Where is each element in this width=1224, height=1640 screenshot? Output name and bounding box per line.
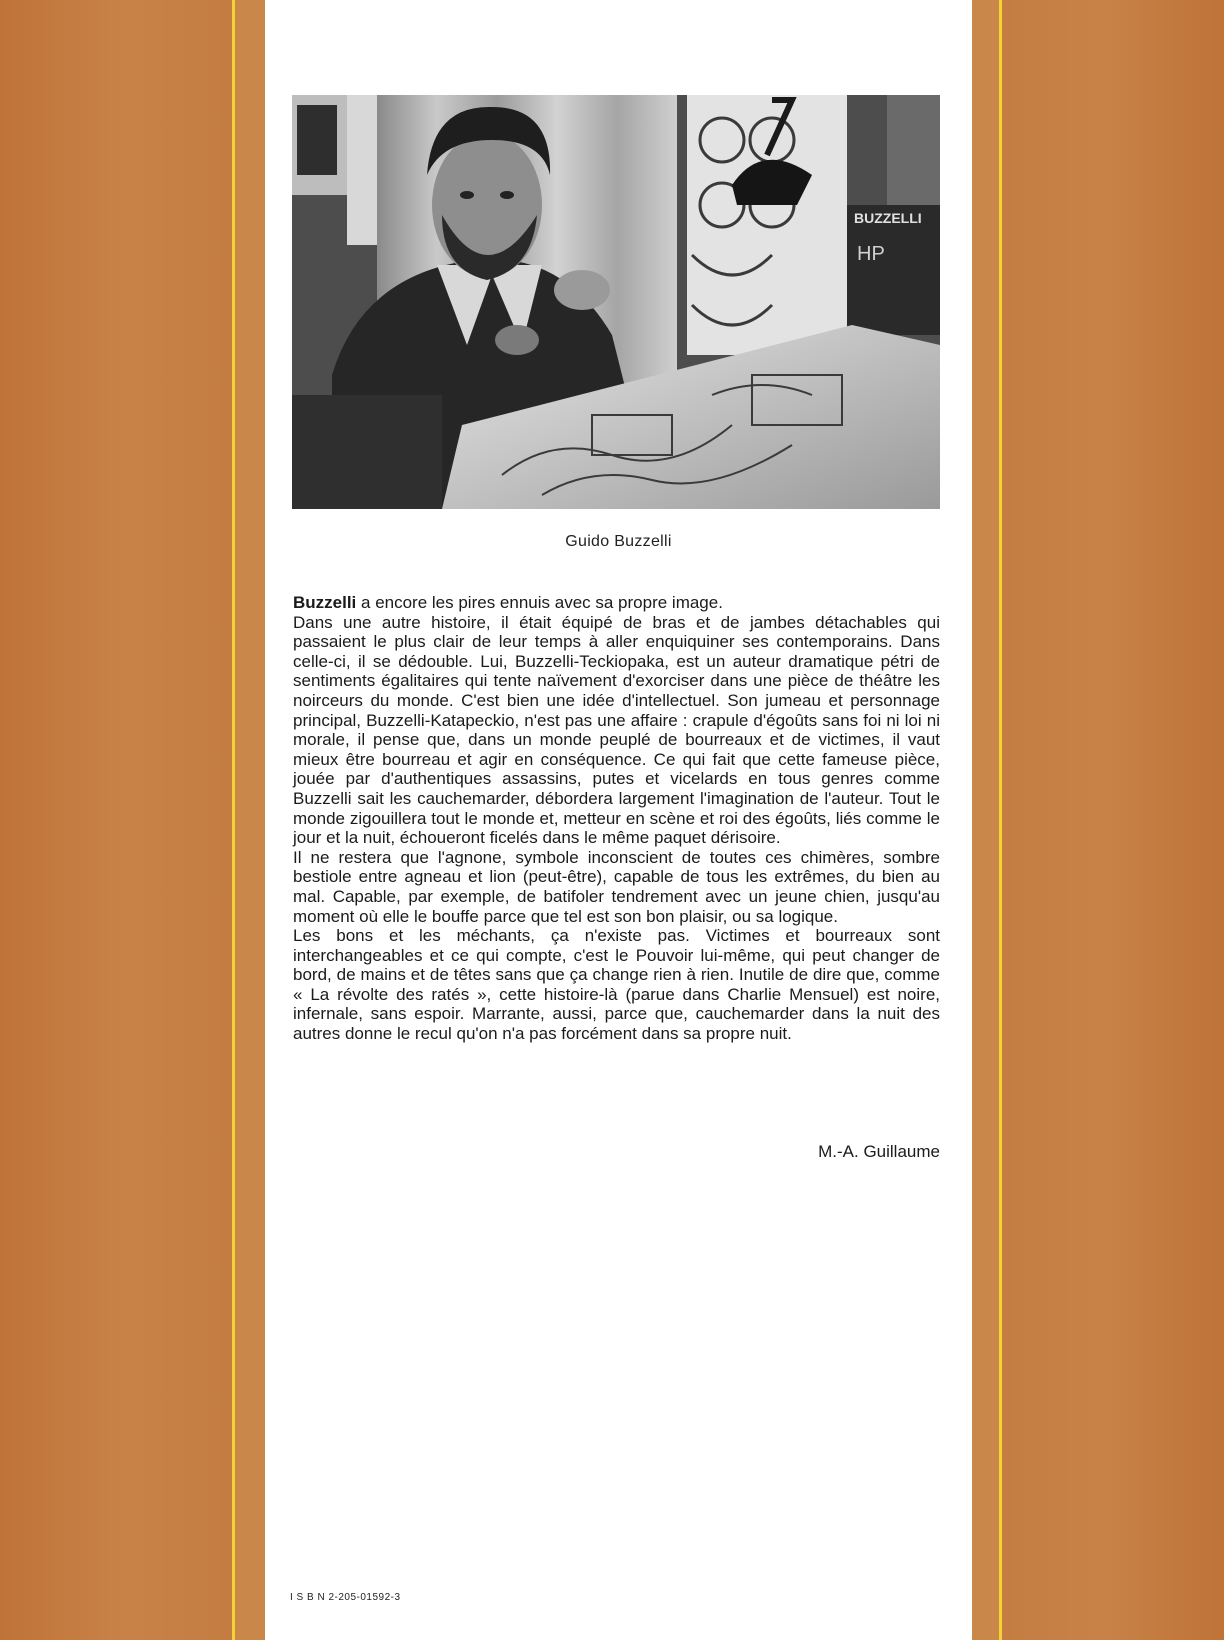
isbn-number: I S B N 2-205-01592-3 — [290, 1592, 401, 1603]
author-photo — [292, 95, 940, 509]
poster-title: BUZZELLI — [854, 210, 922, 226]
article-author: M.-A. Guillaume — [818, 1142, 940, 1161]
back-cover-panel — [265, 0, 972, 1640]
poster-subtitle: HP — [857, 243, 885, 265]
left-inner-band — [235, 0, 265, 1640]
article-lead-name: Buzzelli — [293, 593, 357, 612]
article-paragraph-2: Il ne restera que l'agnone, symbole inconscient de toutes ces chimères, sombre bestiole entre agneau et lion (peut-être), capable de tous les extrêmes, du bien au mal. Capable, par exemple, de batifoler tendrement avec un jeune chien, jusqu'au moment où elle le bouffe parce que tel est son bon plaisir, ou sa logique. — [293, 847, 940, 926]
article-paragraph-3: Les bons et les méchants, ça n'existe pas. Victimes et bourreaux sont interchangeables et ce qui compte, c'est le Pouvoir lui-même, qui peut changer de bord, de mains et de têtes sans que ça change rien à rien. Inutile de dire que, comme « La révolte des ratés », cette histoire-là (parue dans Charlie Mensuel) est noire, infernale, sans espoir. Marrante, aussi, parce que, cauchemarder dans la nuit des autres donne le recul qu'on n'a pas forcément dans sa propre nuit. — [293, 926, 940, 1044]
article-lead-rest: a encore les pires ennuis avec sa propre image. — [356, 593, 723, 612]
right-inner-band — [972, 0, 999, 1640]
left-cover-band — [0, 0, 232, 1640]
article-paragraph-1: Dans une autre histoire, il était équipé de bras et de jambes détachables qui passaient le plus clair de leur temps à aller enquiquiner ses contemporains. Dans celle-ci, il se dédouble. Lui, Buzzelli-Teckiopaka, est un auteur dramatique pétri de sentiments égalitaires qui tente naïvement d'exorciser dans une pièce de théâtre les noirceurs du monde. C'est bien une idée d'intellectuel. Son jumeau et personnage principal, Buzzelli-Katapeckio, n'est pas une affaire : crapule d'égoûts sans foi ni loi ni morale, il pense que, dans un monde peuplé de bourreaux et de victimes, il vaut mieux être bourreau et agir en conséquence. Ce qui fait que cette fameuse pièce, jouée par d'authentiques assassins, putes et vicelards en tous genres comme Buzzelli sait les cauchemarder, débordera largement l'imagination de l'auteur. Tout le monde zigouillera tout le monde et, metteur en scène et roi des égoûts, liés comme le jour et la nuit, échoueront ficelés dans le même paquet dérisoire. — [293, 612, 940, 848]
article-body — [293, 593, 940, 1044]
right-cover-band — [1002, 0, 1224, 1640]
article-lead — [293, 593, 940, 613]
photo-caption: Guido Buzzelli — [565, 533, 672, 550]
author-photo-illustration — [292, 95, 940, 509]
